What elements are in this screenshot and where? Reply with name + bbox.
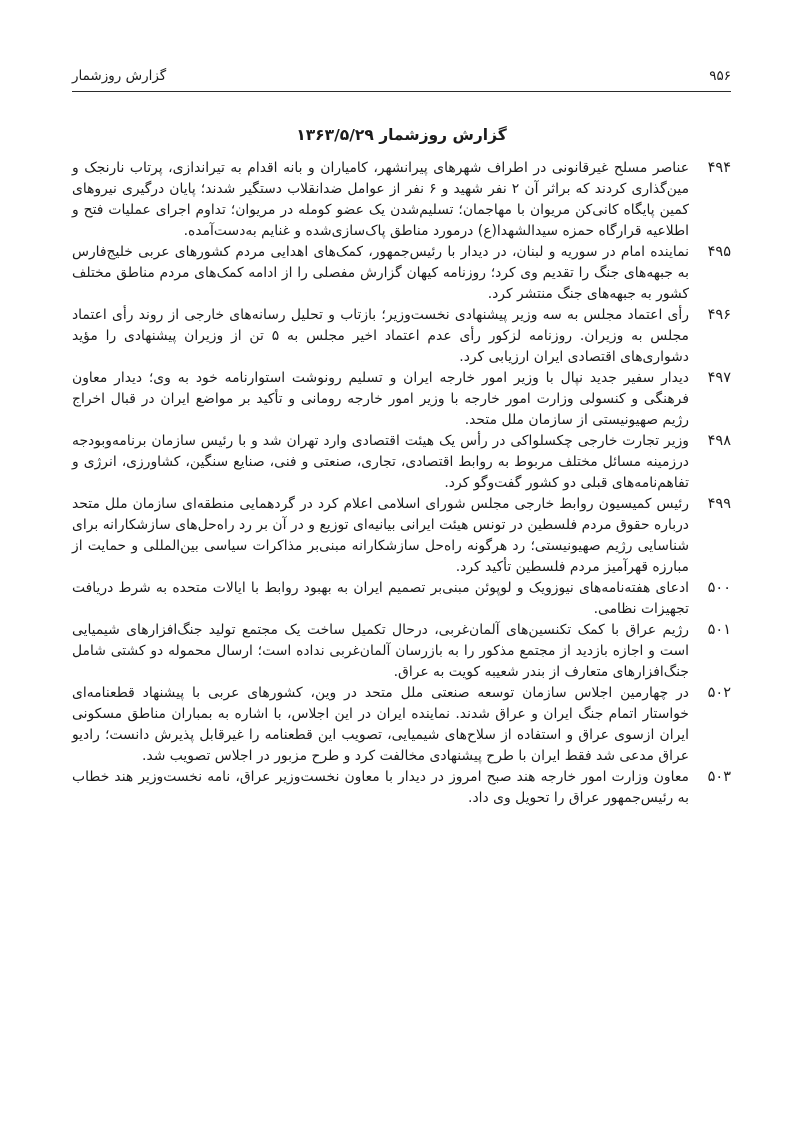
- entry-number: ۴۹۷: [707, 370, 731, 386]
- entry: [72, 578, 731, 620]
- entry-text: نماینده امام در سوریه و لبنان، در دیدار با رئیس‌جمهور، کمک‌های اهدایی مردم کشورهای عربی خلیج‌فارس به جبهه‌های جنگ را تقدیم وی کرد؛ روزنامه کیهان گزارش مفصلی را از ادامه کمک‌های مردم مناطق مختلف کشور به جبهه‌های جنگ منتشر کرد.: [72, 244, 689, 302]
- entry-text: در چهارمین اجلاس سازمان توسعه صنعتی ملل متحد در وین، کشورهای عربی با پیشنهاد قطعنامه‌ای خواستار اتمام جنگ ایران و عراق شدند. نماینده ایران در این اجلاس، با اشاره به بمباران مناطق مسکونی ایران ازسوی عراق و استفاده از سلاح‌های شیمیایی، تصویب این قطعنامه را غیرقابل پذیرش دانست؛ رادیو عراق مدعی شد فقط ایران با طرح پیشنهادی مخالفت کرد و طرح مزبور در اجلاس تصویب شد.: [72, 685, 689, 764]
- entry-text: وزیر تجارت خارجی چکسلواکی در رأس یک هیئت اقتصادی وارد تهران شد و با رئیس سازمان برنامه‌وبودجه درزمینه مسائل مختلف مربوط به روابط اقتصادی، تجاری، صنعتی و فنی، صنایع سنگین، کشاورزی، انرژی و تفاهم‌نامه‌های قبلی دو کشور گفت‌وگو کرد.: [72, 433, 689, 491]
- entry: [72, 683, 731, 767]
- entries-list: [72, 158, 731, 809]
- section-title: گزارش روزشمار ۱۳۶۳/۵/۲۹: [296, 126, 507, 144]
- entry: [72, 431, 731, 494]
- entry-number: ۵۰۳: [707, 769, 731, 785]
- entry-text: رژیم عراق با کمک تکنسین‌های آلمان‌غربی، درحال تکمیل ساخت یک مجتمع تولید جنگ‌افزارهای شیمیایی است و اجازه بازدید از مجتمع مذکور را به بازرسان آلمان‌غربی نداده است؛ ارسال محموله دو کشتی شامل جنگ‌افزارهای متعارف از بندر شعیبه کویت به عراق.: [72, 622, 689, 680]
- entry-text: عناصر مسلح غیرقانونی در اطراف شهرهای پیرانشهر، کامیاران و بانه اقدام به تیراندازی، پرتاب نارنجک و مین‌گذاری کردند که براثر آن ۲ نفر شهید و ۶ نفر از عوامل ضدانقلاب دستگیر شدند؛ پایان درگیری نیروهای کمین پایگاه کانی‌کن مریوان با مهاجمان؛ تسلیم‌شدن یک عضو کومله در مریوان؛ تداوم اجرای عملیات فتح و اطلاعیه قرارگاه حمزه سیدالشهدا(ع) درمورد مناطق پاک‌سازی‌شده و غنایم به‌دست‌آمده.: [72, 160, 690, 239]
- entry-text: ادعای هفته‌نامه‌های نیوزویک و لوپوئن مبنی‌بر تصمیم ایران به بهبود روابط با ایالات متحده به شرط دریافت تجهیزات نظامی.: [72, 580, 689, 617]
- entry: [72, 242, 731, 305]
- running-header: [72, 68, 731, 92]
- entry-text: رأی اعتماد مجلس به سه وزیر پیشنهادی نخست‌وزیر؛ بازتاب و تحلیل رسانه‌های خارجی از روند رأی اعتماد مجلس به وزیران. روزنامه لزکور رأی عدم اعتماد اخیر مجلس به ۵ تن از وزیران پیشنهادی را مؤید دشواری‌های اقتصادی ایران ارزیابی کرد.: [72, 307, 689, 365]
- entry: [72, 494, 731, 578]
- entry-number: ۴۹۹: [707, 496, 731, 512]
- entry-text: معاون وزارت امور خارجه هند صبح امروز در دیدار با معاون نخست‌وزیر عراق، نامه نخست‌وزیر هند خطاب به رئیس‌جمهور عراق را تحویل وی داد.: [72, 769, 689, 806]
- entry-number: ۵۰۱: [707, 622, 731, 638]
- entry-number: ۴۹۴: [707, 160, 731, 176]
- entry-number: ۵۰۰: [707, 580, 731, 596]
- entry-text: رئیس کمیسیون روابط خارجی مجلس شورای اسلامی اعلام کرد در گردهمایی منطقه‌ای سازمان ملل متحد درباره حقوق مردم فلسطین در تونس هیئت ایرانی بیانیه‌ای توزیع و در آن بر رد راه‌حل‌های سازشکارانه برای شناسایی رژیم صهیونیستی؛ رد هرگونه راه‌حل سازشکارانه مبنی‌بر مذاکرات سیاسی بین‌المللی و حمایت از مبارزه قهرآمیز مردم فلسطین تأکید کرد.: [72, 496, 689, 575]
- entry: [72, 620, 731, 683]
- entry-number: ۵۰۲: [707, 685, 731, 701]
- entry: [72, 368, 731, 431]
- entry: [72, 305, 731, 368]
- entry-text: دیدار سفیر جدید نپال با وزیر امور خارجه ایران و تسلیم رونوشت استوارنامه خود به وی؛ دیدار معاون فرهنگی و کنسولی وزارت امور خارجه با وزیر امور خارجه رومانی و تأکید بر مواضع ایران در قبال اخراج رژیم صهیونیستی از سازمان ملل متحد.: [72, 370, 689, 428]
- page-number: ۹۵۶: [709, 68, 731, 84]
- entry-number: ۴۹۸: [707, 433, 731, 449]
- entry: [72, 158, 731, 242]
- entry: [72, 767, 731, 809]
- entry-number: ۴۹۶: [707, 307, 731, 323]
- entry-number: ۴۹۵: [707, 244, 731, 260]
- running-title: گزارش روزشمار: [72, 68, 167, 84]
